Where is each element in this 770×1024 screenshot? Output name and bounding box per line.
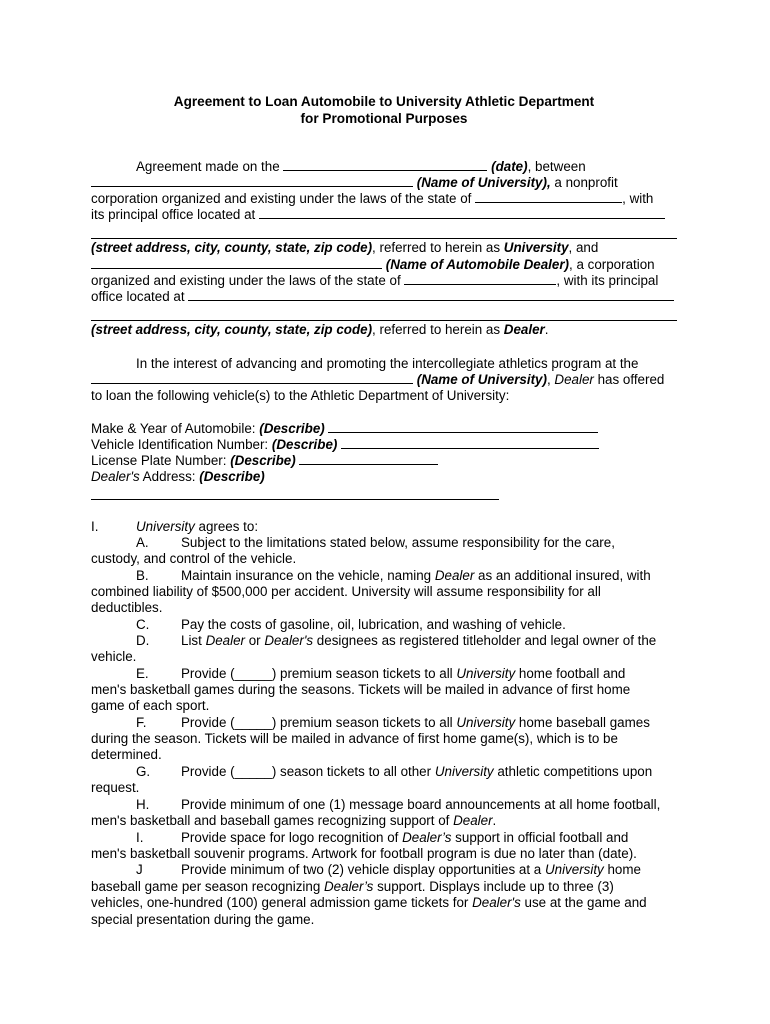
item-a-line-1: Subject to the limitations stated below, assume responsibility for the care,	[181, 535, 615, 550]
intro-line-1: Agreement made on the (date), between	[136, 159, 586, 174]
plate-line: License Plate Number: (Describe)	[91, 453, 438, 469]
item-h-label: H.	[136, 797, 150, 812]
title-line-2: for Promotional Purposes	[300, 111, 468, 126]
item-a-line-2: custody, and control of the vehicle.	[91, 551, 297, 566]
item-a-label: A.	[136, 535, 149, 550]
item-h-line-1: Provide minimum of one (1) message board announcements at all home football,	[181, 797, 661, 812]
intro-line-5: (street address, city, county, state, zip code), referred to herein as University, and	[91, 240, 599, 255]
university-name-blank[interactable]	[91, 175, 413, 187]
item-b-line-3: deductibles.	[91, 600, 163, 615]
interest-line-1: In the interest of advancing and promoting the intercollegiate athletics program at the	[136, 356, 639, 371]
university-name-blank-2[interactable]	[91, 372, 413, 384]
dealer-address-line[interactable]	[91, 320, 677, 321]
title-line-1: Agreement to Loan Automobile to University Athletic Department	[173, 94, 595, 109]
item-d-line-1: List Dealer or Dealer's designees as registered titleholder and legal owner of the	[181, 633, 657, 648]
item-h-line-2: men's basketball and baseball games recognizing support of Dealer.	[91, 813, 497, 828]
item-f-line-1: Provide (_____) premium season tickets to all University home baseball games	[181, 715, 650, 730]
dealer-name-blank[interactable]	[91, 257, 382, 269]
item-c-label: C.	[136, 617, 150, 632]
item-c-line-1: Pay the costs of gasoline, oil, lubrication, and washing of vehicle.	[181, 617, 566, 632]
section-1-title: University agrees to:	[136, 519, 259, 534]
dealer-address-label-line: Dealer's Address: (Describe)	[91, 469, 265, 484]
item-f-line-2: during the season. Tickets will be mailed in advance of first home game(s), which is to be	[91, 731, 618, 746]
item-j-line-2: baseball game per season recognizing Dealer’s support. Displays include up to three (3)	[91, 879, 614, 894]
university-office-blank[interactable]	[259, 207, 665, 219]
make-year-blank[interactable]	[328, 421, 598, 433]
item-f-line-3: determined.	[91, 747, 162, 762]
item-d-label: D.	[136, 633, 150, 648]
item-j-line-3: vehicles, one-hundred (100) general admission game tickets for Dealer's use at the game and	[91, 895, 647, 910]
dealer-address-blank[interactable]	[91, 499, 499, 500]
vin-blank[interactable]	[341, 437, 599, 449]
item-e-label: E.	[136, 666, 149, 681]
item-g-line-2: request.	[91, 780, 140, 795]
section-1-heading: I.	[91, 519, 99, 534]
interest-line-3: to loan the following vehicle(s) to the Athletic Department of University:	[91, 388, 510, 403]
dealer-office-blank[interactable]	[188, 289, 674, 301]
item-j-line-1: Provide minimum of two (2) vehicle display opportunities at a University home	[181, 862, 641, 877]
item-f-label: F.	[136, 715, 147, 730]
intro-line-6: (Name of Automobile Dealer), a corporation	[91, 257, 655, 273]
item-b-line-2: combined liability of $500,000 per accident. University will assume responsibility for all	[91, 584, 601, 599]
item-b-label: B.	[136, 568, 149, 583]
university-address-line[interactable]	[91, 238, 677, 239]
item-e-line-3: game of each sport.	[91, 698, 210, 713]
item-e-line-1: Provide (_____) premium season tickets to all University home football and	[181, 666, 626, 681]
document-title	[91, 93, 677, 127]
make-year-line: Make & Year of Automobile: (Describe)	[91, 421, 598, 437]
intro-line-9: (street address, city, county, state, zip code), referred to herein as Dealer.	[91, 322, 549, 337]
item-d-line-2: vehicle.	[91, 649, 137, 664]
item-i-line-2: men's basketball souvenir programs. Artwork for football program is due no later than (date).	[91, 846, 637, 861]
dealer-state-blank[interactable]	[404, 273, 556, 285]
item-e-line-2: men's basketball games during the seasons. Tickets will be mailed in advance of first home	[91, 682, 631, 697]
item-g-label: G.	[136, 764, 151, 779]
vin-line: Vehicle Identification Number: (Describe)	[91, 437, 599, 453]
item-i-label: I.	[136, 830, 144, 845]
item-j-label: J	[136, 862, 143, 877]
university-state-blank[interactable]	[475, 191, 622, 203]
intro-line-7: organized and existing under the laws of the state of , with its principal	[91, 273, 659, 288]
plate-blank[interactable]	[299, 453, 438, 465]
intro-line-8: office located at	[91, 289, 674, 305]
item-g-line-1: Provide (_____) season tickets to all other University athletic competitions upon	[181, 764, 653, 779]
item-j-line-4: special presentation during the game.	[91, 912, 315, 927]
intro-line-3: corporation organized and existing under the laws of the state of , with	[91, 191, 654, 206]
interest-line-2: (Name of University), Dealer has offered	[91, 372, 664, 388]
date-blank[interactable]	[283, 159, 487, 171]
item-b-line-1: Maintain insurance on the vehicle, naming Dealer as an additional insured, with	[181, 568, 651, 583]
intro-line-2: (Name of University), a nonprofit	[91, 175, 618, 191]
intro-line-4: its principal office located at	[91, 207, 665, 223]
item-i-line-1: Provide space for logo recognition of Dealer’s support in official football and	[181, 830, 629, 845]
